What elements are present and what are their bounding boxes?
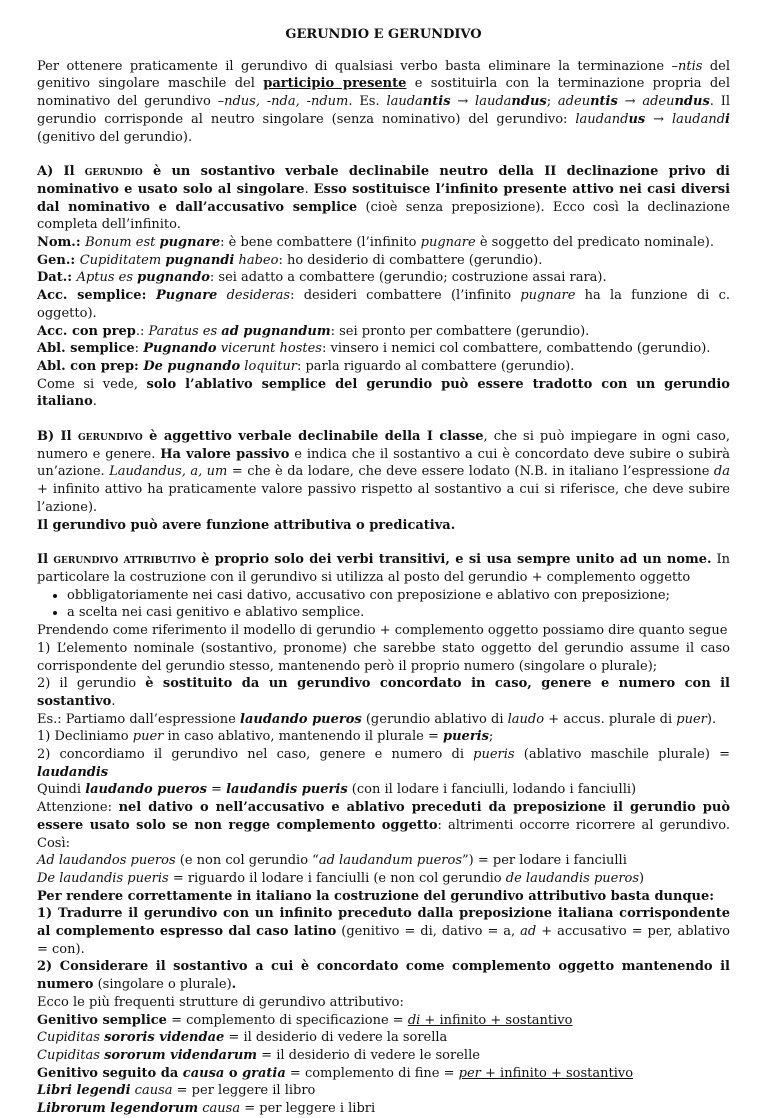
paragraph bbox=[37, 746, 730, 781]
text: . bbox=[304, 181, 314, 197]
example-word: laudand bbox=[575, 111, 629, 127]
gerundivo-endings: –ndus, -nda, -ndum bbox=[217, 94, 349, 110]
example-ending: ntis bbox=[422, 94, 451, 110]
intro-text: del genitivo singolare maschile del bbox=[37, 58, 730, 92]
text: Come si vede, bbox=[37, 376, 147, 392]
text: (gerundio ablativo di bbox=[361, 711, 508, 727]
paragraph bbox=[37, 728, 730, 746]
example-word: lauda bbox=[386, 94, 423, 110]
example-ending: ndus bbox=[674, 94, 710, 110]
text: : desideri combattere (l’infinito bbox=[290, 288, 521, 304]
paragraph: Prendendo come riferimento il modello di gerundio + complemento oggetto possiamo dire quanto segue bbox=[37, 623, 728, 639]
text: + infinito attivo ha praticamente valore passivo rispetto al sostantivo a cui si riferisce, che deve subire l’azione). bbox=[37, 482, 730, 515]
paragraph: Ecco le più frequenti strutture di gerundivo attributivo: bbox=[37, 994, 404, 1010]
spacer bbox=[37, 534, 730, 551]
latin-key: ad pugnandum bbox=[221, 323, 331, 339]
case-label: Gen.: bbox=[37, 252, 80, 268]
paragraph bbox=[37, 1047, 730, 1065]
case-accusative-prep bbox=[37, 323, 730, 341]
text: ). bbox=[706, 711, 717, 727]
text: = complemento di specificazione = bbox=[166, 1012, 408, 1028]
formula: + infinito + sostantivo bbox=[420, 1012, 573, 1028]
latin-text: puer bbox=[132, 729, 164, 745]
intro-text: . Es. bbox=[348, 94, 387, 110]
section-b-definition: è aggettivo verbale declinabile della I classe bbox=[142, 429, 484, 445]
latin-key: pueris bbox=[443, 729, 489, 745]
text: : bbox=[134, 341, 144, 357]
example-word: lauda bbox=[475, 94, 512, 110]
preposition: di bbox=[407, 1012, 421, 1028]
latin-key: laudandis bbox=[37, 764, 109, 780]
latin-key: pugnare bbox=[159, 235, 221, 251]
case-label: Dat.: bbox=[37, 270, 77, 286]
preposition: per bbox=[458, 1065, 481, 1081]
latin-key: gratia bbox=[242, 1065, 286, 1081]
text: 2) il gerundio bbox=[37, 676, 146, 692]
latin-text: ad laudandum pueros bbox=[318, 853, 463, 869]
case-label: Abl. con prep: bbox=[37, 358, 144, 374]
arrow-icon: → bbox=[645, 111, 672, 127]
latin-text: causa bbox=[130, 1083, 173, 1099]
latin-text: Cupiditas bbox=[37, 1030, 105, 1046]
text: , che si può impiegare in ogni caso, numero e genere. bbox=[37, 429, 730, 462]
latin-text: desideras bbox=[217, 288, 291, 304]
structure-label: Genitivo semplice bbox=[37, 1012, 167, 1028]
paragraph bbox=[37, 905, 730, 958]
text: : sei pronto per combattere (gerundio). bbox=[330, 323, 590, 339]
ending-ntis: –ntis bbox=[671, 58, 703, 74]
latin-text: habeo bbox=[234, 252, 279, 268]
example-word: adeu bbox=[557, 94, 591, 110]
page-title: GERUNDIO E GERUNDIVO bbox=[285, 27, 482, 42]
latin-text: pugnare bbox=[520, 288, 576, 304]
example-ending: us bbox=[628, 111, 646, 127]
latin-text: Cupiditas bbox=[37, 1047, 105, 1063]
rule-text: 2) Considerare il sostantivo a cui è concordato come complemento oggetto mantenendo il numero bbox=[37, 959, 730, 993]
text: = per leggere il libro bbox=[172, 1083, 316, 1099]
text: (con il lodare i fanciulli, lodando i fanciulli) bbox=[347, 782, 637, 798]
text: è soggetto del predicato nominale). bbox=[475, 235, 714, 251]
latin-text: vicerunt hostes bbox=[216, 341, 322, 357]
structure-label: Genitivo seguito da bbox=[37, 1065, 183, 1081]
arrow-icon: → bbox=[450, 94, 476, 110]
case-label: Acc. con prep bbox=[37, 323, 136, 339]
case-label: Acc. semplice: bbox=[37, 288, 157, 304]
text: 1) Decliniamo bbox=[37, 729, 133, 745]
rule-text: 1) Tradurre il gerundivo con un infinito preceduto dalla preposizione italiana corrispondente al complemento espresso dal caso latino bbox=[37, 906, 730, 940]
section-a-heading bbox=[37, 163, 730, 234]
paragraph bbox=[37, 711, 730, 729]
latin-key: laudando pueros bbox=[85, 782, 207, 798]
latin-key: sororis videndae bbox=[104, 1030, 225, 1046]
intro-text: . Il gerundio corrisponde al neutro singolare (senza nominativo) del gerundivo: bbox=[37, 94, 731, 127]
text: Attenzione: bbox=[37, 800, 119, 816]
intro-paragraph bbox=[37, 58, 730, 147]
text: + accusativo = per, ablativo = con). bbox=[37, 924, 730, 957]
paragraph: Per rendere correttamente in italiano la costruzione del gerundivo attributivo basta dunque: bbox=[37, 888, 715, 904]
example-ending: ndus bbox=[511, 94, 547, 110]
term-gerundivo-attributivo: gerundivo attributivo bbox=[53, 552, 196, 568]
paragraph bbox=[37, 1029, 730, 1047]
section-label: A) Il bbox=[37, 164, 85, 180]
paragraph bbox=[37, 1082, 730, 1100]
latin-text: loquitur bbox=[240, 358, 297, 374]
latin-text: Paratus es bbox=[148, 323, 222, 339]
example-word: adeu bbox=[642, 94, 675, 110]
section-c-heading bbox=[37, 551, 730, 586]
example-ending: i bbox=[725, 111, 730, 127]
text: = complemento di fine = bbox=[285, 1065, 459, 1081]
latin-text: causa bbox=[198, 1101, 241, 1117]
section-b-summary: Il gerundivo può avere funzione attributiva o predicativa. bbox=[37, 517, 456, 533]
text: . bbox=[231, 977, 237, 993]
text: = che è da lodare, che deve essere lodato (N.B. in italiano l’espressione bbox=[227, 464, 714, 480]
latin-text: puer bbox=[676, 711, 707, 727]
latin-text: da bbox=[713, 464, 730, 480]
term-gerundio: gerundio bbox=[84, 164, 143, 180]
latin-key: pugnando bbox=[137, 270, 210, 286]
latin-text: Bonum est bbox=[85, 235, 160, 251]
section-label: B) Il bbox=[37, 429, 78, 445]
text: (e non col gerundio “ bbox=[175, 853, 319, 869]
latin-text: laudo bbox=[507, 711, 545, 727]
latin-key: pugnandi bbox=[165, 252, 235, 268]
text: : è bene combattere (l’infinito bbox=[220, 235, 421, 251]
latin-text: pugnare bbox=[420, 235, 476, 251]
list-item: • a scelta nei casi genitivo e ablativo semplice. bbox=[67, 604, 730, 622]
intro-text: Per ottenere praticamente il gerundivo di qualsiasi verbo basta eliminare la terminazione bbox=[37, 58, 672, 74]
structure-label: o bbox=[224, 1065, 243, 1081]
case-genitive bbox=[37, 252, 730, 270]
text: (genitivo = di, dativo = a, bbox=[336, 924, 521, 940]
latin-key: Librorum legendorum bbox=[37, 1101, 199, 1117]
paragraph bbox=[37, 870, 730, 888]
text: = riguardo il lodare i fanciulli (e non col gerundio bbox=[168, 870, 506, 886]
text: : altrimenti occorre ricorrere al gerundivo. Così: bbox=[37, 817, 730, 851]
latin-text: De laudandis pueris bbox=[37, 870, 169, 886]
latin-key: causa bbox=[182, 1065, 225, 1081]
example-word: laudand bbox=[671, 111, 726, 127]
case-ablative-prep bbox=[37, 358, 730, 376]
paragraph bbox=[37, 781, 730, 799]
text: In particolare la costruzione con il gerundivo si utilizza al posto del gerundio + complemento oggetto bbox=[37, 552, 731, 585]
paragraph bbox=[37, 1100, 730, 1118]
section-c-definition: è proprio solo dei verbi transitivi, e si usa sempre unito ad un nome. bbox=[195, 552, 712, 568]
section-b-paragraph bbox=[37, 428, 730, 517]
text: = il desiderio di vedere la sorella bbox=[224, 1030, 448, 1046]
paragraph bbox=[37, 1012, 730, 1030]
spacer bbox=[37, 411, 730, 428]
latin-text: Aptus es bbox=[76, 270, 138, 286]
text: e indica che il sostantivo a cui è concordato deve subire o subirà un’azione. bbox=[37, 446, 730, 480]
text: + accus. plurale di bbox=[544, 711, 677, 727]
latin-text: pueris bbox=[473, 747, 515, 763]
arrow-icon: → bbox=[617, 94, 643, 110]
latin-text: ad bbox=[520, 924, 537, 940]
latin-text: Ad laudandos pueros bbox=[37, 853, 176, 869]
paragraph bbox=[37, 1065, 730, 1083]
latin-key: laudandis pueris bbox=[226, 782, 348, 798]
text: : sei adatto a combattere (gerundio; costruzione assai rara). bbox=[209, 270, 607, 286]
paragraph: 1) L’elemento nominale (sostantivo, pronome) che sarebbe stato oggetto del gerundio assume il caso corrispondente del gerundio stesso, mantenendo però il proprio numero (singolare o plurale); bbox=[37, 640, 730, 674]
rule-text: nel dativo o nell’accusativo e ablativo preceduti da preposizione il gerundio può essere usato solo se non regge complemento oggetto bbox=[37, 800, 730, 833]
latin-key: sororum videndarum bbox=[104, 1047, 258, 1063]
case-accusative bbox=[37, 287, 730, 322]
text: = per leggere i libri bbox=[240, 1101, 376, 1117]
text: : vinsero i nemici col combattere, combattendo (gerundio). bbox=[321, 341, 711, 357]
case-dative bbox=[37, 269, 730, 287]
paragraph bbox=[37, 799, 730, 852]
text: = bbox=[206, 782, 227, 798]
text: ) bbox=[639, 870, 645, 886]
text: Es.: Partiamo dall’espressione bbox=[37, 711, 240, 727]
case-label: Nom.: bbox=[37, 235, 86, 251]
text: = il desiderio di vedere le sorelle bbox=[257, 1047, 480, 1063]
rule-text: solo l’ablativo semplice del gerundio può essere tradotto con un gerundio italiano bbox=[37, 376, 730, 410]
latin-text: de laudandis pueros bbox=[505, 870, 640, 886]
example-ending: ntis bbox=[590, 94, 618, 110]
case-label: Abl. semplice bbox=[37, 341, 135, 357]
participio-presente-term: participio presente bbox=[263, 76, 407, 92]
text: ; bbox=[488, 729, 494, 745]
rule-text: Ha valore passivo bbox=[160, 446, 290, 462]
latin-key: laudando pueros bbox=[240, 711, 362, 727]
separator: ; bbox=[546, 94, 558, 110]
text: (cioè senza preposizione). Ecco così la declinazione completa dell’infinito. bbox=[37, 199, 730, 233]
text: ”) = per lodare i fanciulli bbox=[462, 853, 627, 869]
text: (ablativo maschile plurale) = bbox=[514, 747, 730, 763]
paragraph bbox=[37, 675, 730, 710]
latin-text: Cupiditatem bbox=[79, 252, 166, 268]
intro-text: (genitivo del gerundio). bbox=[37, 129, 193, 145]
term-gerundivo: gerundivo bbox=[77, 429, 143, 445]
text: : ho desiderio di combattere (gerundio). bbox=[278, 252, 543, 268]
case-ablative bbox=[37, 340, 730, 358]
latin-key: Pugnare bbox=[156, 288, 218, 304]
section-label: Il bbox=[37, 552, 54, 568]
paragraph bbox=[37, 958, 730, 993]
formula: + infinito + sostantivo bbox=[480, 1065, 634, 1081]
intro-text: e sostituirla con la terminazione propria del nominativo del gerundivo bbox=[37, 76, 730, 110]
latin-key: Pugnando bbox=[143, 341, 217, 357]
text: (singolare o plurale) bbox=[93, 977, 232, 993]
section-a-rule: Esso sostituisce l’infinito presente attivo nei casi diversi dal nominativo e dall’accusativo semplice bbox=[37, 181, 731, 215]
text: . bbox=[111, 693, 116, 709]
latin-text: Laudandus, a, um bbox=[109, 464, 228, 480]
rule-text: è sostituito da un gerundivo concordato in caso, genere e numero con il sostantivo bbox=[37, 676, 730, 709]
text: : parla riguardo al combattere (gerundio). bbox=[296, 358, 575, 374]
text: 2) concordiamo il gerundivo nel caso, genere e numero di bbox=[37, 747, 474, 763]
text: .: bbox=[135, 323, 149, 339]
list-item: • obbligatoriamente nei casi dativo, accusativo con preposizione e ablativo con preposizione; bbox=[67, 587, 730, 605]
text: in caso ablativo, mantenendo il plurale = bbox=[163, 729, 443, 745]
case-nominative bbox=[37, 234, 730, 252]
section-a-conclusion bbox=[37, 376, 730, 411]
usage-list bbox=[37, 587, 730, 622]
text: . bbox=[92, 394, 97, 410]
paragraph bbox=[37, 852, 730, 870]
latin-key: De pugnando bbox=[143, 358, 241, 374]
latin-key: Libri legendi bbox=[37, 1083, 131, 1099]
spacer bbox=[37, 146, 730, 163]
text: Quindi bbox=[37, 782, 86, 798]
text: ha la funzione di c. oggetto). bbox=[37, 288, 730, 321]
section-a-definition: è un sostantivo verbale declinabile neutro della II declinazione privo di nominativo e usato solo al singolare bbox=[37, 164, 730, 197]
